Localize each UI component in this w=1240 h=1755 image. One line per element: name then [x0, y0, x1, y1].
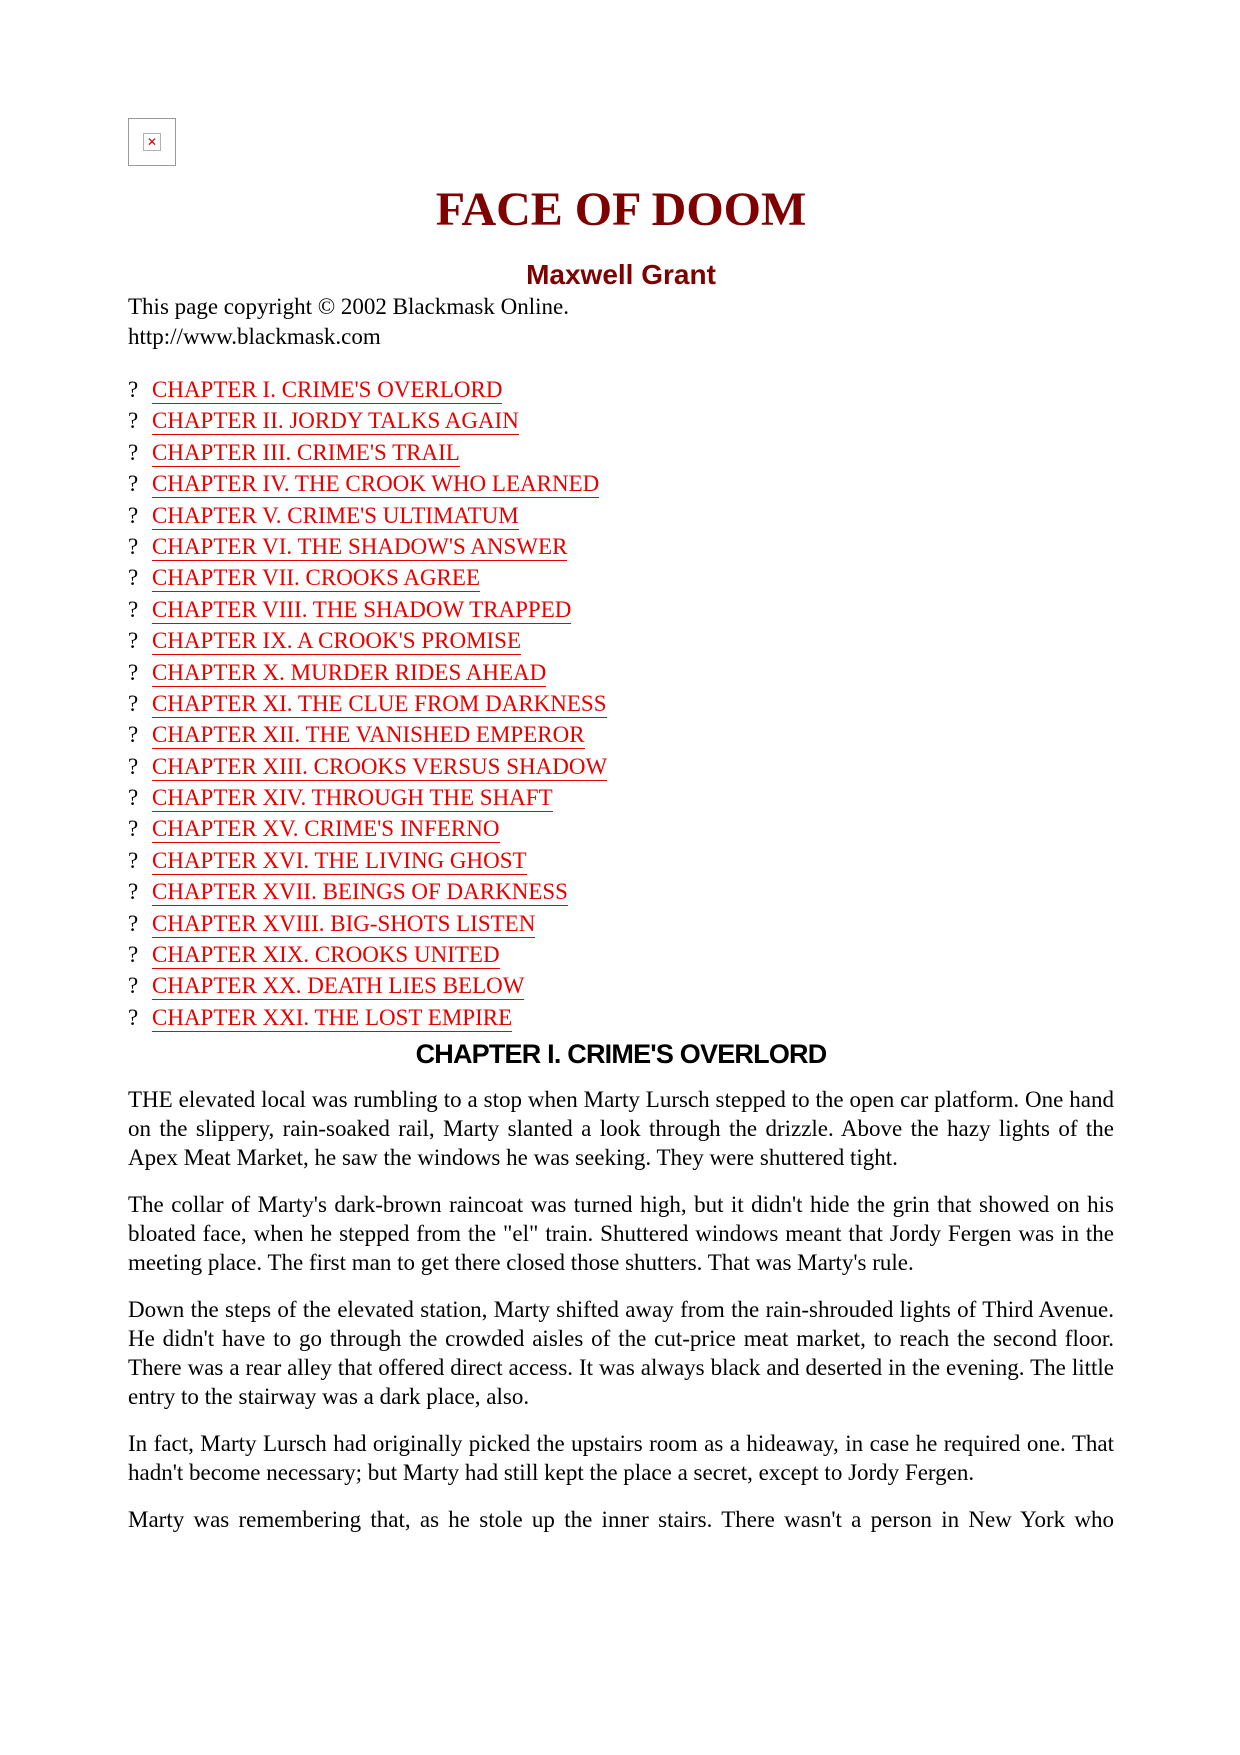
table-of-contents	[128, 374, 1114, 1033]
toc-chapter-link[interactable]: CHAPTER XXI. THE LOST EMPIRE	[152, 1004, 513, 1030]
toc-bullet: ?	[128, 847, 139, 873]
toc-bullet: ?	[128, 690, 139, 716]
toc-bullet: ?	[128, 659, 139, 685]
toc-chapter-link[interactable]: CHAPTER III. CRIME'S TRAIL	[152, 439, 460, 465]
toc-item	[128, 970, 1114, 1001]
toc-chapter-link[interactable]: CHAPTER I. CRIME'S OVERLORD	[152, 377, 503, 402]
toc-item	[128, 719, 1114, 750]
toc-bullet: ?	[128, 565, 139, 591]
chapter-heading: CHAPTER I. CRIME'S OVERLORD	[415, 1039, 827, 1070]
toc-bullet: ?	[128, 910, 139, 936]
book-author: Maxwell Grant	[526, 259, 716, 290]
copyright-notice: This page copyright © 2002 Blackmask Online.	[128, 294, 569, 319]
toc-item	[128, 374, 1114, 405]
toc-bullet: ?	[128, 785, 139, 811]
paragraph: In fact, Marty Lursch had originally picked the upstairs room as a hideaway, in case he required one. That hadn't become necessary; but Marty had still kept the place a secret, except to Jordy Fergen.	[128, 1431, 1114, 1486]
toc-bullet: ?	[128, 973, 139, 999]
toc-chapter-link[interactable]: CHAPTER XIX. CROOKS UNITED	[152, 942, 500, 968]
toc-chapter-link[interactable]: CHAPTER XVI. THE LIVING GHOST	[152, 847, 527, 873]
toc-bullet: ?	[128, 471, 139, 497]
toc-chapter-link[interactable]: CHAPTER XIII. CROOKS VERSUS SHADOW	[152, 753, 608, 779]
toc-chapter-link[interactable]: CHAPTER XVII. BEINGS OF DARKNESS	[152, 879, 568, 905]
toc-bullet: ?	[128, 942, 139, 968]
toc-chapter-link[interactable]: CHAPTER VII. CROOKS AGREE	[152, 565, 480, 591]
toc-bullet: ?	[128, 753, 139, 779]
toc-chapter-link[interactable]: CHAPTER X. MURDER RIDES AHEAD	[152, 659, 547, 685]
toc-chapter-link[interactable]: CHAPTER VI. THE SHADOW'S ANSWER	[152, 533, 568, 559]
toc-item	[128, 468, 1114, 499]
toc-chapter-link[interactable]: CHAPTER XVIII. BIG-SHOTS LISTEN	[152, 910, 536, 936]
toc-bullet: ?	[128, 502, 139, 528]
toc-chapter-link[interactable]: CHAPTER XI. THE CLUE FROM DARKNESS	[152, 690, 607, 716]
toc-chapter-link[interactable]: CHAPTER IX. A CROOK'S PROMISE	[152, 628, 522, 654]
toc-bullet: ?	[128, 1004, 139, 1030]
toc-bullet: ?	[128, 722, 139, 748]
toc-bullet: ?	[128, 879, 139, 905]
toc-item	[128, 845, 1114, 876]
toc-item	[128, 405, 1114, 436]
toc-chapter-link[interactable]: CHAPTER IV. THE CROOK WHO LEARNED	[152, 471, 600, 497]
toc-item	[128, 908, 1114, 939]
toc-item	[128, 751, 1114, 782]
toc-chapter-link[interactable]: CHAPTER XII. THE VANISHED EMPEROR	[152, 722, 585, 748]
toc-bullet: ?	[128, 533, 139, 559]
toc-item	[128, 594, 1114, 625]
toc-item	[128, 939, 1114, 970]
toc-bullet: ?	[128, 408, 139, 434]
toc-item	[128, 813, 1114, 844]
toc-item	[128, 876, 1114, 907]
chapter-body	[128, 1085, 1114, 1534]
toc-item	[128, 500, 1114, 531]
paragraph: THE elevated local was rumbling to a stop when Marty Lursch stepped to the open car platform. One hand on the slippery, rain-soaked rail, Marty slanted a look through the drizzle. Above the hazy lights of the Apex Meat Market, he saw the windows he was seeking. They were shuttered tight.	[128, 1087, 1114, 1171]
paragraph: Marty was remembering that, as he stole up the inner stairs. There wasn't a person in New York who	[128, 1507, 1114, 1533]
toc-bullet: ?	[128, 816, 139, 842]
toc-chapter-link[interactable]: CHAPTER XIV. THROUGH THE SHAFT	[152, 785, 553, 811]
toc-chapter-link[interactable]: CHAPTER II. JORDY TALKS AGAIN	[152, 408, 519, 434]
toc-item	[128, 1002, 1114, 1033]
toc-bullet: ?	[128, 377, 139, 402]
toc-item	[128, 688, 1114, 719]
toc-chapter-link[interactable]: CHAPTER V. CRIME'S ULTIMATUM	[152, 502, 519, 528]
toc-chapter-link[interactable]: CHAPTER XV. CRIME'S INFERNO	[152, 816, 500, 842]
toc-item	[128, 437, 1114, 468]
broken-image-placeholder	[128, 118, 176, 166]
paragraph: The collar of Marty's dark-brown raincoat was turned high, but it didn't hide the grin that showed on his bloated face, when he stepped from the "el" train. Shuttered windows meant that Jordy Fergen was in the meeting place. The first man to get there closed those shutters. That was Marty's rule.	[128, 1192, 1114, 1276]
source-url: http://www.blackmask.com	[128, 324, 381, 349]
toc-bullet: ?	[128, 628, 139, 654]
book-title: FACE OF DOOM	[435, 183, 807, 236]
toc-item	[128, 625, 1114, 656]
toc-item	[128, 782, 1114, 813]
toc-item	[128, 531, 1114, 562]
toc-bullet: ?	[128, 439, 139, 465]
toc-item	[128, 562, 1114, 593]
paragraph: Down the steps of the elevated station, Marty shifted away from the rain-shrouded lights of Third Avenue. He didn't have to go through the crowded aisles of the cut-price meat market, to reach the second floor. There was a rear alley that offered direct access. It was always black and deserted in the evening. The little entry to the stairway was a dark place, also.	[128, 1297, 1114, 1410]
toc-chapter-link[interactable]: CHAPTER XX. DEATH LIES BELOW	[152, 973, 525, 999]
toc-item	[128, 657, 1114, 688]
broken-image-icon: ✕	[143, 133, 161, 151]
document-page	[128, 118, 1114, 1534]
toc-bullet: ?	[128, 596, 139, 622]
toc-chapter-link[interactable]: CHAPTER VIII. THE SHADOW TRAPPED	[152, 596, 572, 622]
